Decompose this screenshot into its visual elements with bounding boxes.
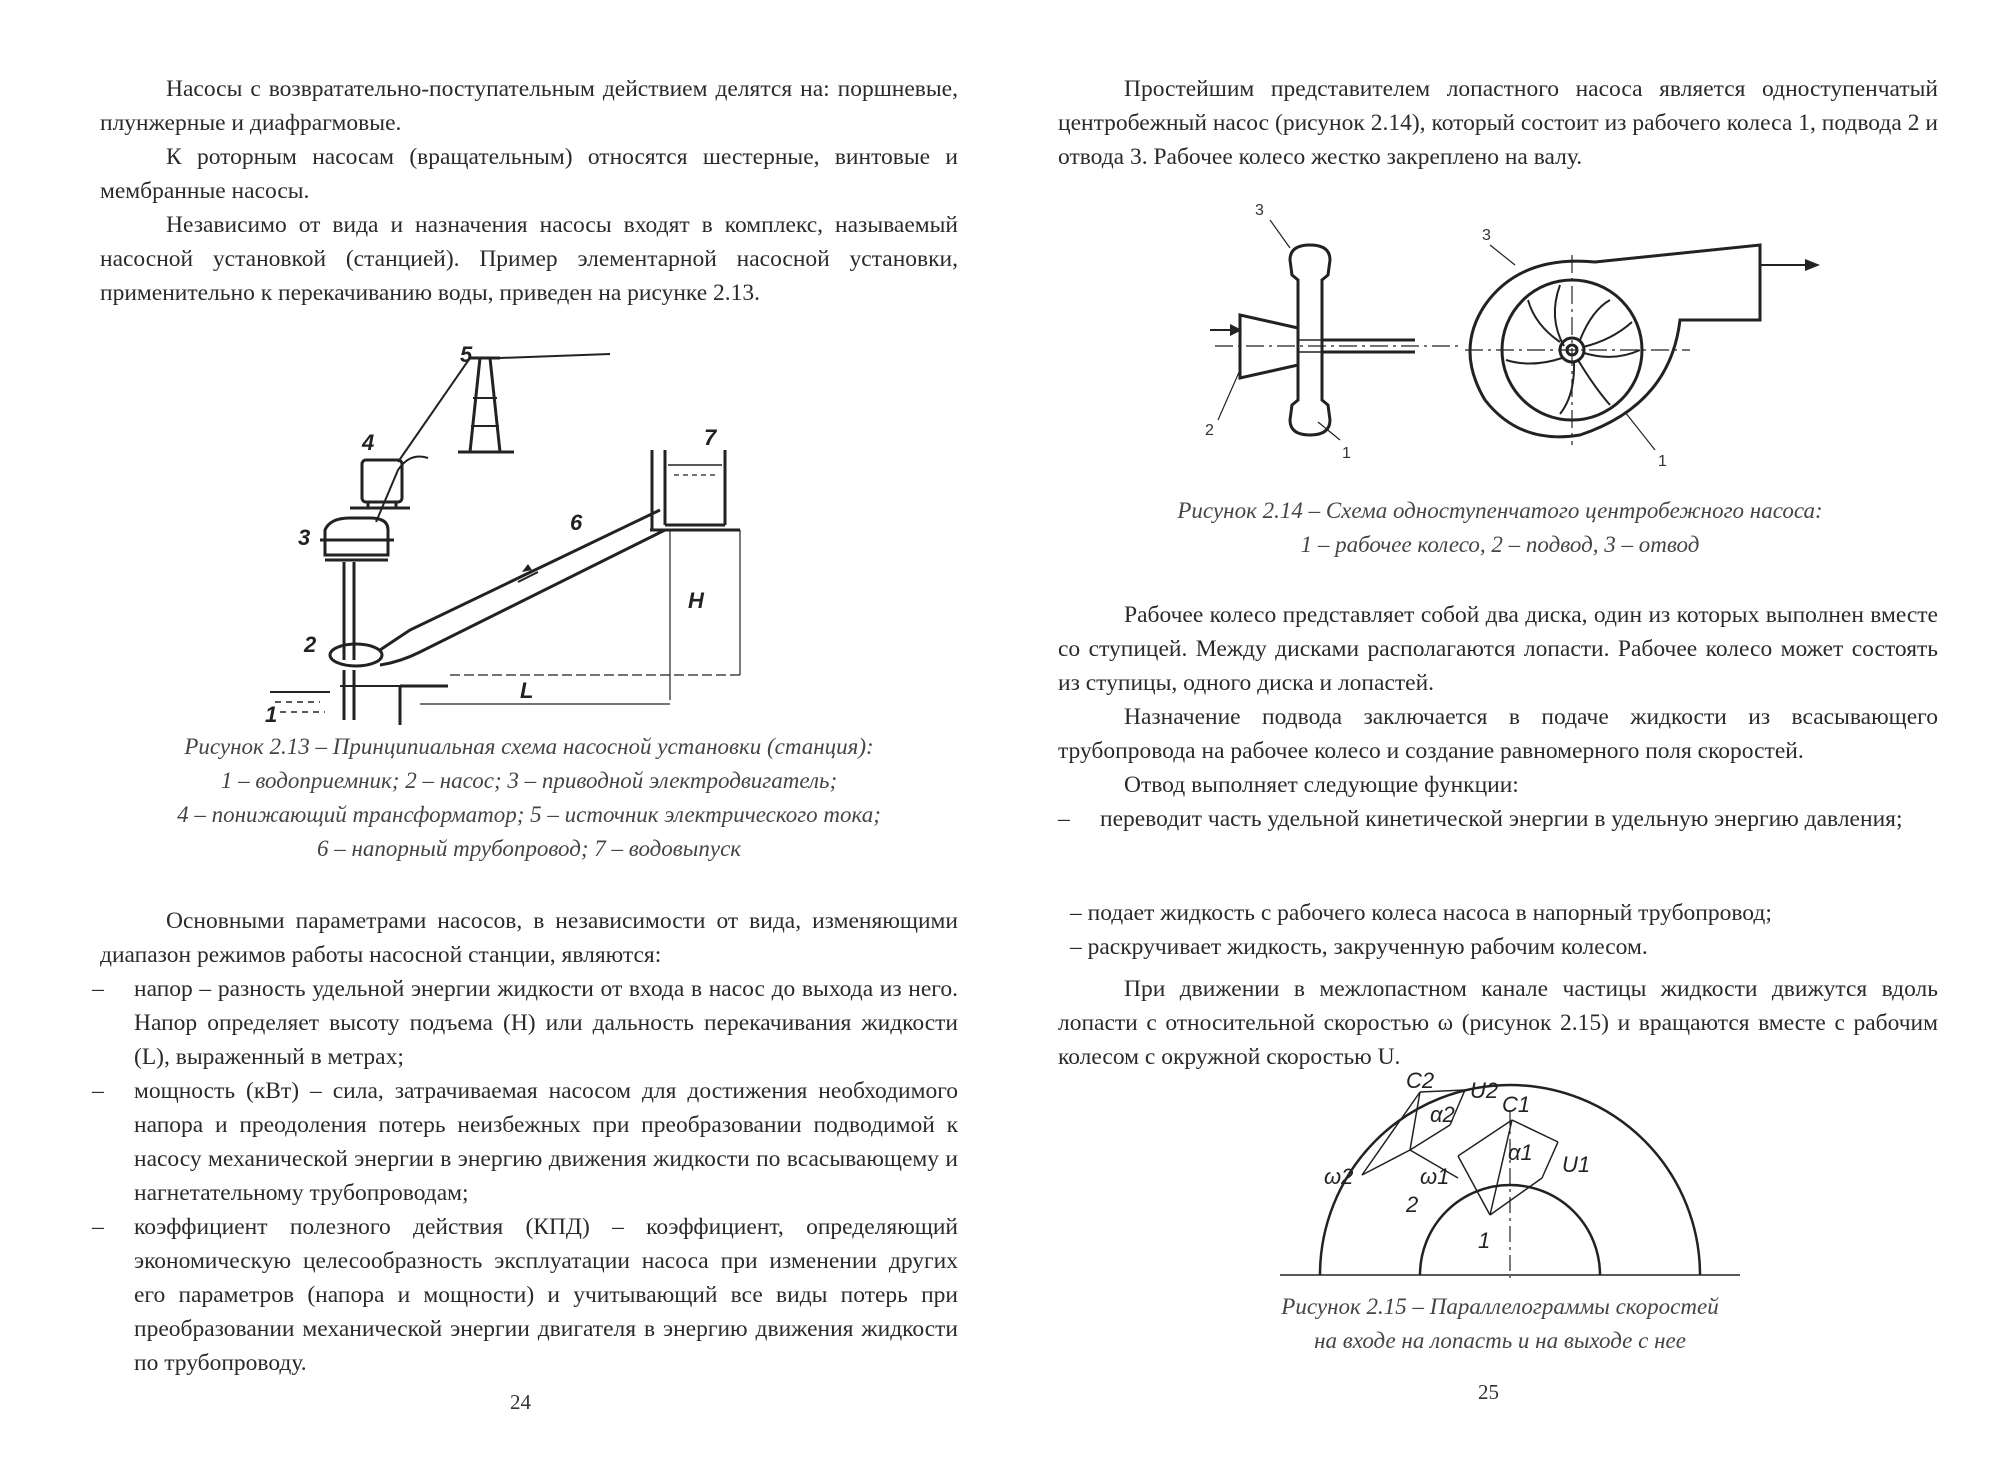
fig215-label-c2: C2 bbox=[1406, 1068, 1435, 1093]
fig215-label-w2: ω2 bbox=[1324, 1164, 1354, 1189]
page-number-right: 25 bbox=[1478, 1380, 1499, 1404]
list-item-text: переводит часть удельной кинетической энергии в удельную энергию давления; bbox=[1100, 806, 1903, 832]
fig215-label-u2: U2 bbox=[1470, 1078, 1499, 1103]
caption-line: 1 – водоприемник; 2 – насос; 3 – приводной электродвигатель; bbox=[220, 768, 838, 793]
fig213-label-h: H bbox=[688, 588, 704, 613]
page-number-left: 24 bbox=[510, 1390, 531, 1414]
paragraph-outlet-functions: Отвод выполняет следующие функции: bbox=[1124, 772, 1519, 798]
fig215-label-alpha2: α2 bbox=[1430, 1102, 1455, 1127]
list-item-text: мощность (кВт) – сила, затрачиваемая насосом для достижения необходимого напора и преодоления потерь неизбежных при преобразовании подводимой к насосу механической энергии в энергию движения жидкости по всасывающему и нагнетательному трубопроводам; bbox=[134, 1078, 958, 1206]
fig214-label-1a: 1 bbox=[1342, 445, 1351, 462]
list-marker: – bbox=[92, 1078, 104, 1104]
caption-line: Рисунок 2.13 – Принципиальная схема насосной установки (станция): bbox=[184, 734, 874, 759]
fig213-label-4: 4 bbox=[362, 430, 375, 455]
list-item bbox=[1058, 802, 1938, 836]
paragraph-pump-station: Независимо от вида и назначения насосы входят в комплекс, называемый насосной установкой (станцией). Пример элементарной насосной установки, применительно к перекачиванию воды, приведен на рисунке 2.13. bbox=[100, 212, 958, 306]
right-page bbox=[1000, 0, 2000, 1478]
figure-2-13-pump-station-diagram bbox=[265, 340, 740, 730]
fig213-label-5: 5 bbox=[460, 342, 473, 367]
figure-2-14-centrifugal-pump-diagram bbox=[1200, 200, 1820, 480]
caption-line: Рисунок 2.15 – Параллелограммы скоростей bbox=[1281, 1294, 1719, 1319]
fig214-label-3b: 3 bbox=[1482, 227, 1491, 244]
fig214-label-1b: 1 bbox=[1658, 453, 1667, 470]
list-item-text: напор – разность удельной энергии жидкости от входа в насос до выхода из него. Напор определяет высоту подъема (H) или дальность перекачивания жидкости (L), выраженный в метрах; bbox=[134, 976, 958, 1070]
fig215-label-c1: C1 bbox=[1502, 1092, 1531, 1117]
figure-2-15-caption bbox=[1060, 1290, 1940, 1358]
fig213-label-1: 1 bbox=[265, 702, 278, 727]
list-marker: – bbox=[92, 976, 104, 1002]
paragraph-centrifugal-pump: Простейшим представителем лопастного насоса является одноступенчатый центробежный насос (рисунок 2.14), который состоит из рабочего колеса 1, подвода 2 и отвода 3. Рабочее колесо жестко закреплено на валу. bbox=[1058, 76, 1938, 170]
paragraph-rotary-pumps: К роторным насосам (вращательным) относятся шестерные, винтовые и мембранные насосы. bbox=[100, 144, 958, 204]
fig215-label-alpha1: α1 bbox=[1508, 1140, 1533, 1165]
figure-2-13-caption bbox=[100, 730, 958, 866]
figure-2-14-caption bbox=[1060, 494, 1940, 562]
caption-line: Рисунок 2.14 – Схема одноступенчатого центробежного насоса: bbox=[1177, 498, 1823, 523]
fig215-label-w1: ω1 bbox=[1420, 1164, 1450, 1189]
list-item bbox=[92, 1210, 958, 1380]
list-item-text: коэффициент полезного действия (КПД) – коэффициент, определяющий экономическую целесообразность эксплуатации насоса при изменении других его параметров (напора и мощности) и учитывающий все виды потерь при преобразовании механической энергии двигателя в энергию движения жидкости по трубопроводу. bbox=[134, 1214, 958, 1376]
figure-2-15-velocity-parallelograms bbox=[1280, 1068, 1740, 1280]
fig214-label-2: 2 bbox=[1205, 422, 1214, 439]
list-marker: – bbox=[1058, 806, 1070, 832]
fig213-label-6: 6 bbox=[570, 510, 583, 535]
fig214-label-3a: 3 bbox=[1255, 202, 1264, 219]
fig215-label-2: 2 bbox=[1406, 1192, 1419, 1217]
paragraph-inlet: Назначение подвода заключается в подаче жидкости из всасывающего трубопровода на рабочее колесо и создание равномерного поля скоростей. bbox=[1058, 704, 1938, 764]
list-item: – раскручивает жидкость, закрученную рабочим колесом. bbox=[1070, 934, 1648, 960]
fig215-label-1: 1 bbox=[1478, 1228, 1491, 1253]
paragraph-impeller: Рабочее колесо представляет собой два диска, один из которых выполнен вместе со ступицей. Между дисками располагаются лопасти. Рабочее колесо может состоять из ступицы, одного диска и лопастей. bbox=[1058, 602, 1938, 696]
fig213-label-l: L bbox=[520, 678, 534, 703]
caption-line: 1 – рабочее колесо, 2 – подвод, 3 – отвод bbox=[1300, 532, 1700, 557]
list-marker: – bbox=[92, 1214, 104, 1240]
caption-line: на входе на лопасть и на выходе с нее bbox=[1314, 1328, 1686, 1353]
list-item bbox=[92, 972, 958, 1074]
list-item: – подает жидкость с рабочего колеса насоса в напорный трубопровод; bbox=[1070, 900, 1772, 926]
paragraph-relative-velocity: При движении в межлопастном канале частицы жидкости движутся вдоль лопасти с относительной скоростью ω (рисунок 2.15) и вращаются вместе с рабочим колесом с окружной скоростью U. bbox=[1058, 976, 1938, 1070]
fig215-label-u1: U1 bbox=[1562, 1152, 1591, 1177]
paragraph-pump-types: Насосы с возвратательно-поступательным действием делятся на: поршневые, плунжерные и диафрагмовые. bbox=[100, 76, 958, 136]
caption-line: 4 – понижающий трансформатор; 5 – источник электрического тока; bbox=[177, 802, 881, 827]
caption-line: 6 – напорный трубопровод; 7 – водовыпуск bbox=[316, 836, 742, 861]
paragraph-pump-parameters: Основными параметрами насосов, в независимости от вида, изменяющими диапазон режимов работы насосной станции, являются: bbox=[100, 908, 958, 968]
fig213-label-7: 7 bbox=[704, 425, 717, 450]
fig213-label-3: 3 bbox=[298, 525, 311, 550]
list-item bbox=[92, 1074, 958, 1210]
fig213-label-2: 2 bbox=[304, 632, 317, 657]
